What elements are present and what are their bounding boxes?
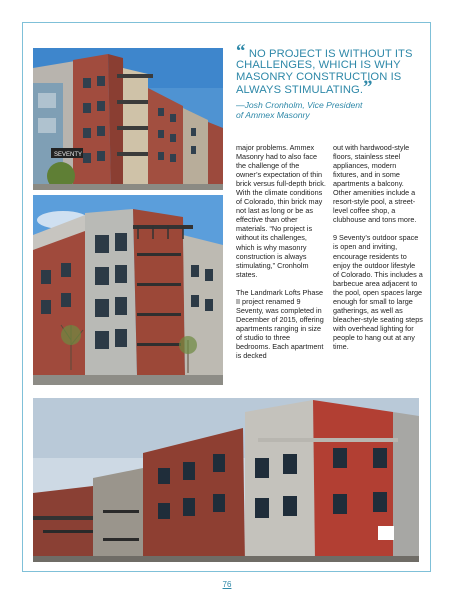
paragraph: out with hardwood-style floors, stainless steel appliances, modern fixtures, and in some apartments a balcony. Other amenities include a resort-style pool, a street-level coffee shop, a clubhouse and tons more. — [333, 143, 417, 225]
body-column-2 — [333, 143, 423, 360]
building-photo-1 — [33, 48, 223, 190]
paragraph: The Landmark Lofts Phase II project renamed 9 Seventy, was completed in December of 2015, offering apartments ranging in size of studio to three bedrooms. Each apartment is decked — [236, 287, 324, 361]
pull-quote — [236, 41, 422, 99]
paragraph: major problems. Ammex Masonry had to also face the challenge of the owner’s expectation of thin brick versus full-depth brick. With the climate conditions of Colorado, thin brick may not last as long or be as effective than other materials. “No project is without its challenges, which is why masonry construction is always stimulating,” Cronholm states. — [236, 143, 326, 279]
body-column-1 — [236, 143, 326, 369]
seventy-sign: SEVENTY — [54, 152, 83, 158]
page-number[interactable]: 76 — [222, 580, 232, 589]
open-quote-icon: “ — [236, 41, 246, 62]
quote-attribution — [236, 100, 422, 120]
attribution-line-2: of Ammex Masonry — [236, 110, 310, 120]
building-photo-2 — [33, 195, 223, 385]
attribution-line-1: —Josh Cronholm, Vice President — [236, 100, 363, 110]
pull-quote-text: NO PROJECT IS WITHOUT ITS CHALLENGES, WHICH IS WHY MASONRY CONSTRUCTION IS ALWAYS STIMULATING. — [236, 48, 413, 97]
close-quote-icon: ” — [363, 77, 373, 99]
building-photo-3 — [33, 398, 419, 562]
paragraph: 9 Seventy’s outdoor space is open and inviting, encourage residents to enjoy the outdoor lifestyle of Colorado. This includes a barbecue area adjacent to the pool, open spaces large enough for small to large gatherings, as well as bleacher-style seating steps with overhead lighting for people to hang out at any time. — [333, 233, 423, 351]
